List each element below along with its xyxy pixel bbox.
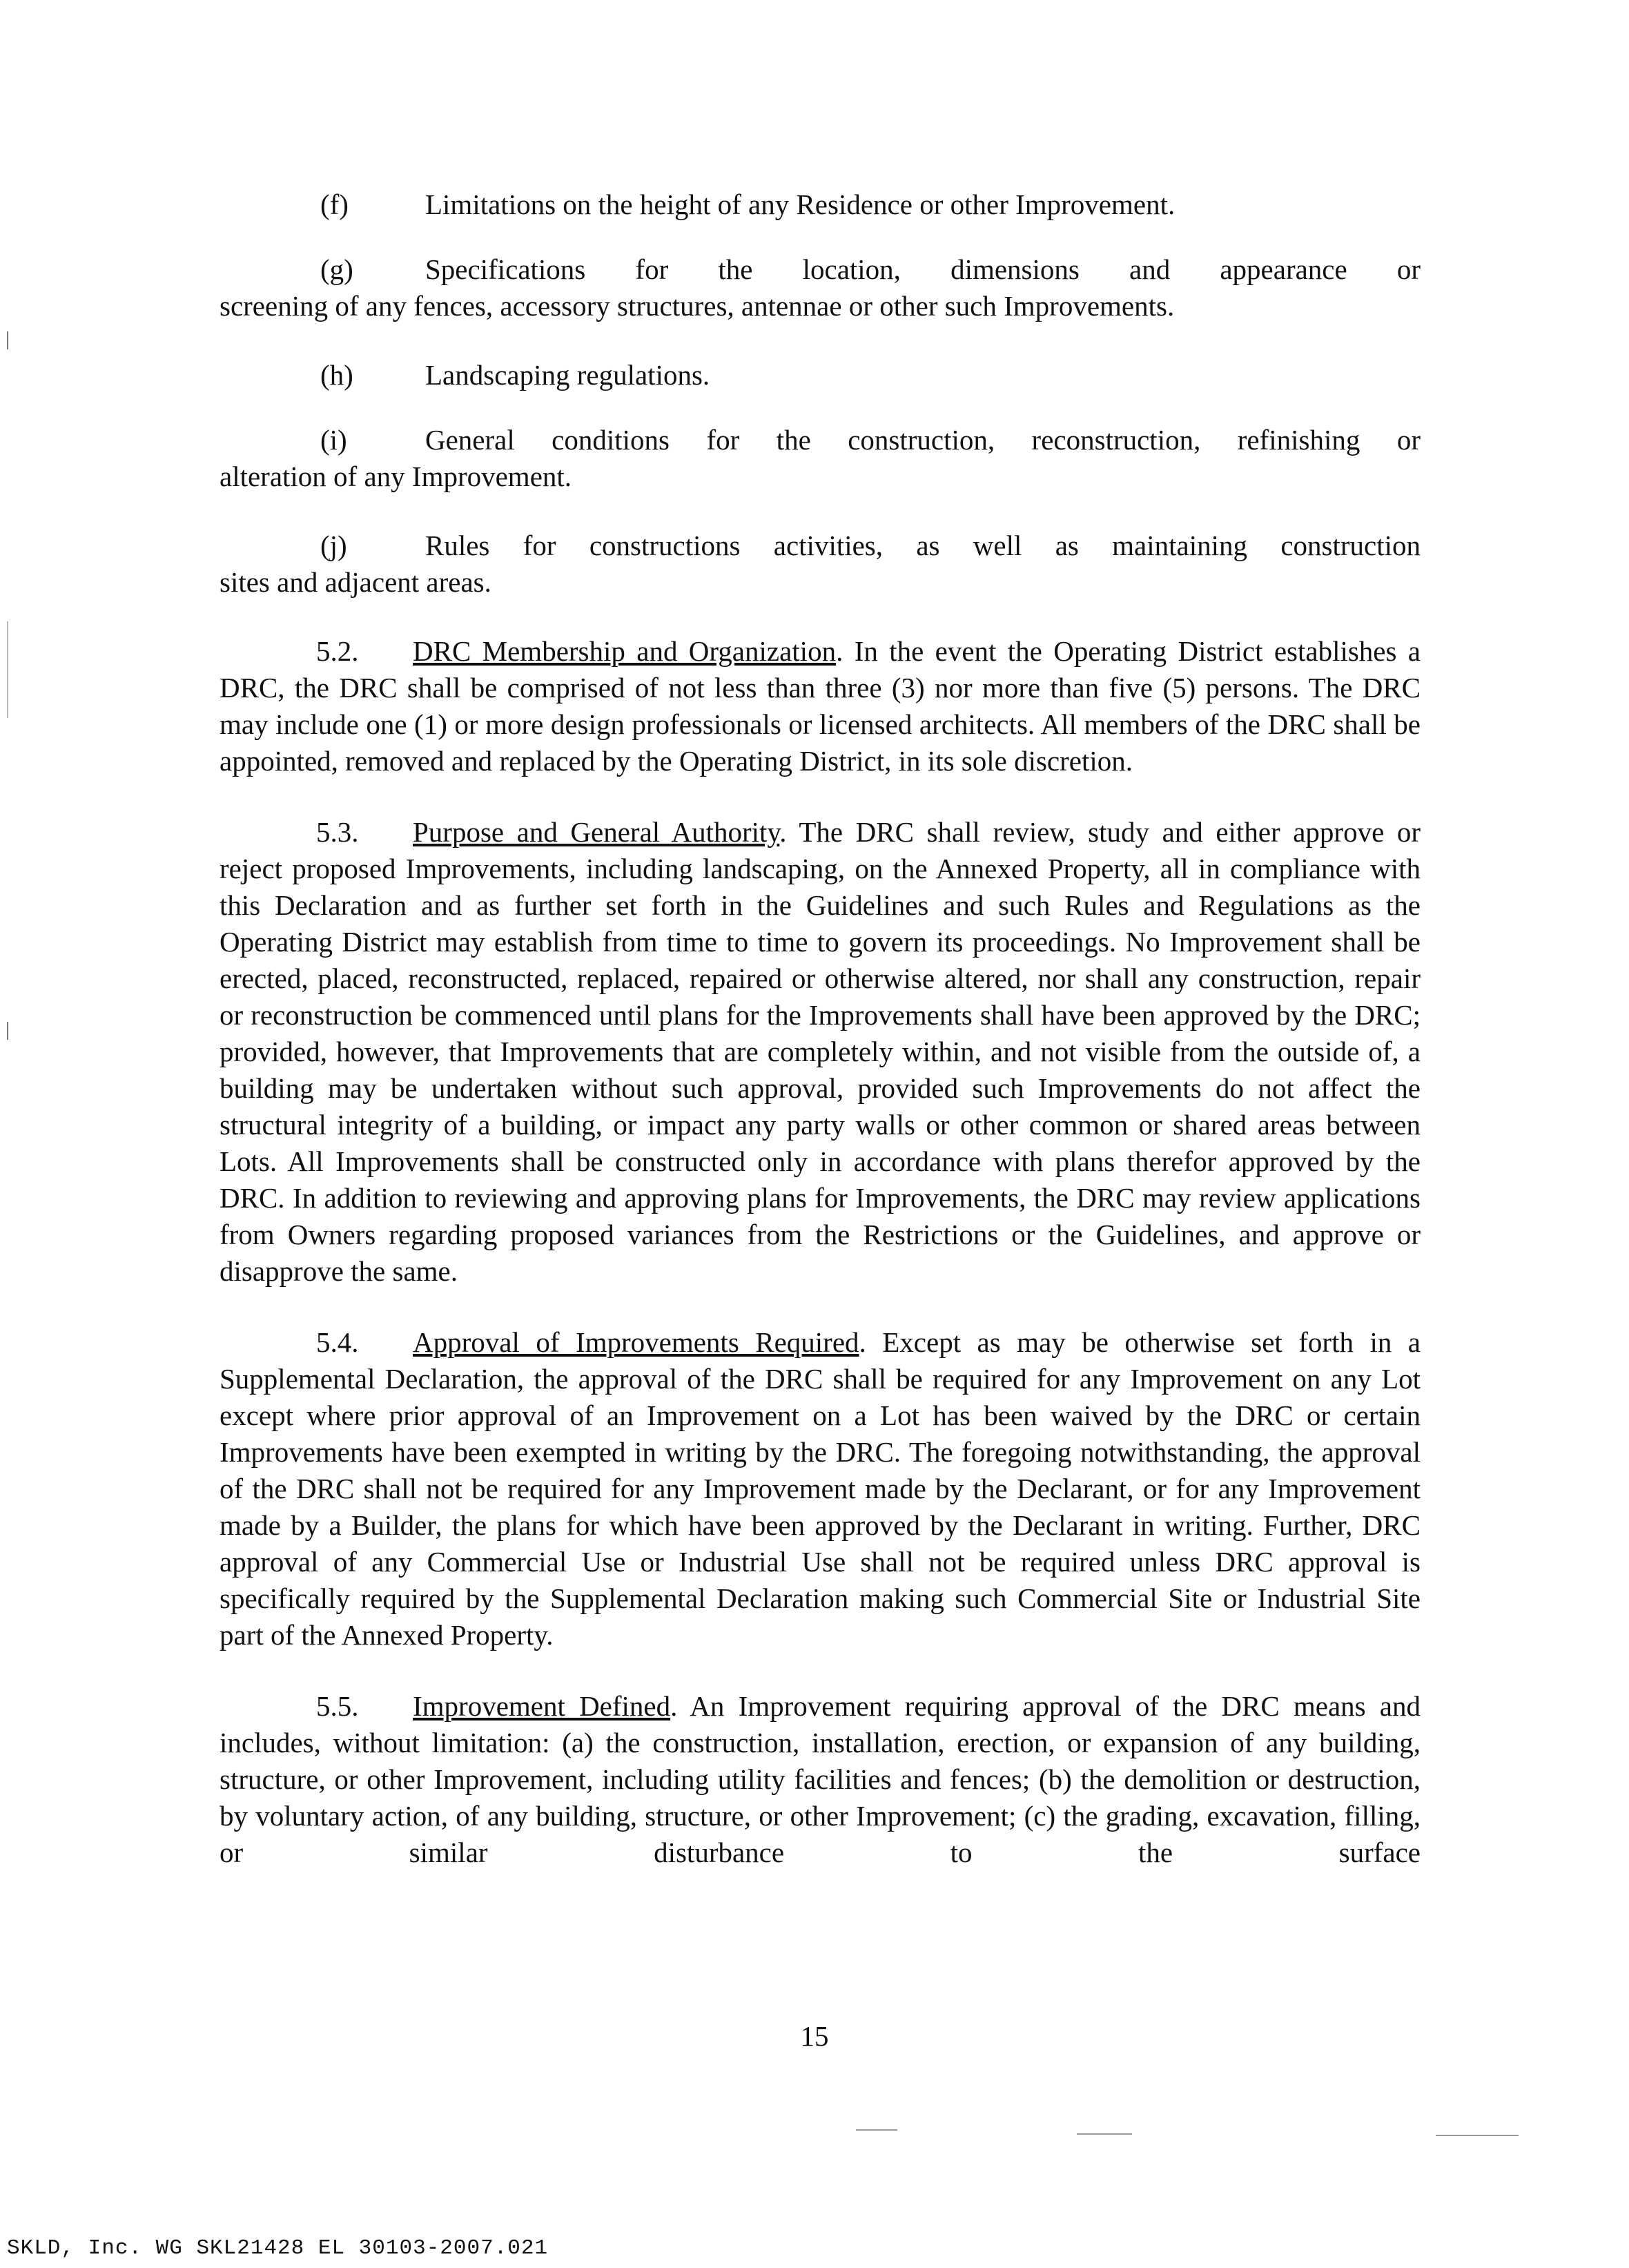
section-5-3 (220, 814, 1421, 1290)
list-item-label: (i) (320, 424, 347, 456)
list-item-g (220, 251, 1421, 324)
section-text: . In the event the Operating District establishes a DRC, the DRC shall be comprised of not less than three (3) nor more than five (5) persons. The DRC may include one (1) or more design professionals or licensed architects. All members of the DRC shall be appointed, removed and replaced by the Operating District, in its sole discretion. (220, 635, 1421, 777)
list-item-f (220, 186, 1421, 223)
list-item-continuation: sites and adjacent areas. (220, 566, 491, 598)
page-number: 15 (800, 2020, 829, 2052)
scan-artifact (7, 1022, 8, 1040)
section-heading: Improvement Defined (413, 1690, 671, 1722)
section-text: . The DRC shall review, study and either approve or reject proposed Improvements, including landscaping, on the Annexed Property, all in compliance with this Declaration and as further set forth in the Guidelines and such Rules and Regulations as the Operating District may establish from time to time to govern its proceedings. No Improvement shall be erected, placed, reconstructed, replaced, repaired or otherwise altered, nor shall any construction, repair or reconstruction be commenced until plans for the Improvements shall have been approved by the DRC; provided, however, that Improvements that are completely within, and not visible from the outside of, a building may be undertaken without such approval, provided such Improvements do not affect the structural integrity of a building, or impact any party walls or other common or shared areas between Lots. All Improvements shall be constructed only in accordance with plans therefor approved by the DRC. In addition to reviewing and approving plans for Improvements, the DRC may review applications from Owners regarding proposed variances from the Restrictions or the Guidelines, and approve or disapprove the same. (220, 816, 1421, 1287)
section-heading: DRC Membership and Organization (413, 635, 837, 667)
list-item-text: General conditions for the construction, reconstruction, refinishing or (425, 424, 1421, 456)
list-item-h (220, 357, 1421, 394)
list-item-text: Rules for constructions activities, as well as maintaining construction (425, 530, 1421, 561)
section-5-4 (220, 1324, 1421, 1654)
list-item-label: (h) (320, 359, 353, 391)
list-item-continuation: alteration of any Improvement. (220, 461, 572, 492)
scan-artifact (7, 621, 8, 718)
list-item-j (220, 527, 1421, 601)
list-item-text: Landscaping regulations. (425, 359, 710, 391)
section-number: 5.3. (316, 816, 359, 848)
section-number: 5.4. (316, 1326, 359, 1358)
list-item-label: (g) (320, 253, 353, 285)
section-number: 5.5. (316, 1690, 359, 1722)
document-body (220, 186, 1421, 1906)
scan-artifact (1436, 2135, 1519, 2136)
list-item-continuation: screening of any fences, accessory structures, antennae or other such Improvements. (220, 290, 1175, 322)
section-5-2 (220, 633, 1421, 779)
document-footer: SKLD, Inc. WG SKL21428 EL 30103-2007.021 (7, 2236, 549, 2260)
list-item-text: Limitations on the height of any Residence or other Improvement. (425, 188, 1176, 220)
scan-artifact (7, 331, 8, 349)
section-text: . An Improvement requiring approval of the DRC means and includes, without limitation: (a) the construction, installation, erection, or expansion of any building, structure, or other Improvement, including utility facilities and fences; (b) the demolition or destruction, by voluntary action, of any building, structure, or other Improvement; (c) the grading, excavation, filling, or similar disturbance to the surface (220, 1690, 1421, 1868)
section-heading: Purpose and General Authority (413, 816, 780, 848)
section-5-5 (220, 1688, 1421, 1871)
list-item-i (220, 422, 1421, 495)
scan-artifact (1077, 2133, 1132, 2135)
list-item-label: (f) (320, 188, 349, 220)
scan-artifact (856, 2129, 897, 2131)
section-text: . Except as may be otherwise set forth in a Supplemental Declaration, the approval of the DRC shall be required for any Improvement on any Lot except where prior approval of an Improvement on a Lot has been waived by the DRC or certain Improvements have been exempted in writing by the DRC. The foregoing notwithstanding, the approval of the DRC shall not be required for any Improvement made by the Declarant, or for any Improvement made by a Builder, the plans for which have been approved by the Declarant in writing. Further, DRC approval of any Commercial Use or Industrial Use shall not be required unless DRC approval is specifically required by the Supplemental Declaration making such Commercial Site or Industrial Site part of the Annexed Property. (220, 1326, 1421, 1651)
section-number: 5.2. (316, 635, 359, 667)
section-heading: Approval of Improvements Required (413, 1326, 859, 1358)
list-item-text: Specifications for the location, dimensions and appearance or (425, 253, 1421, 285)
list-item-label: (j) (320, 530, 347, 561)
